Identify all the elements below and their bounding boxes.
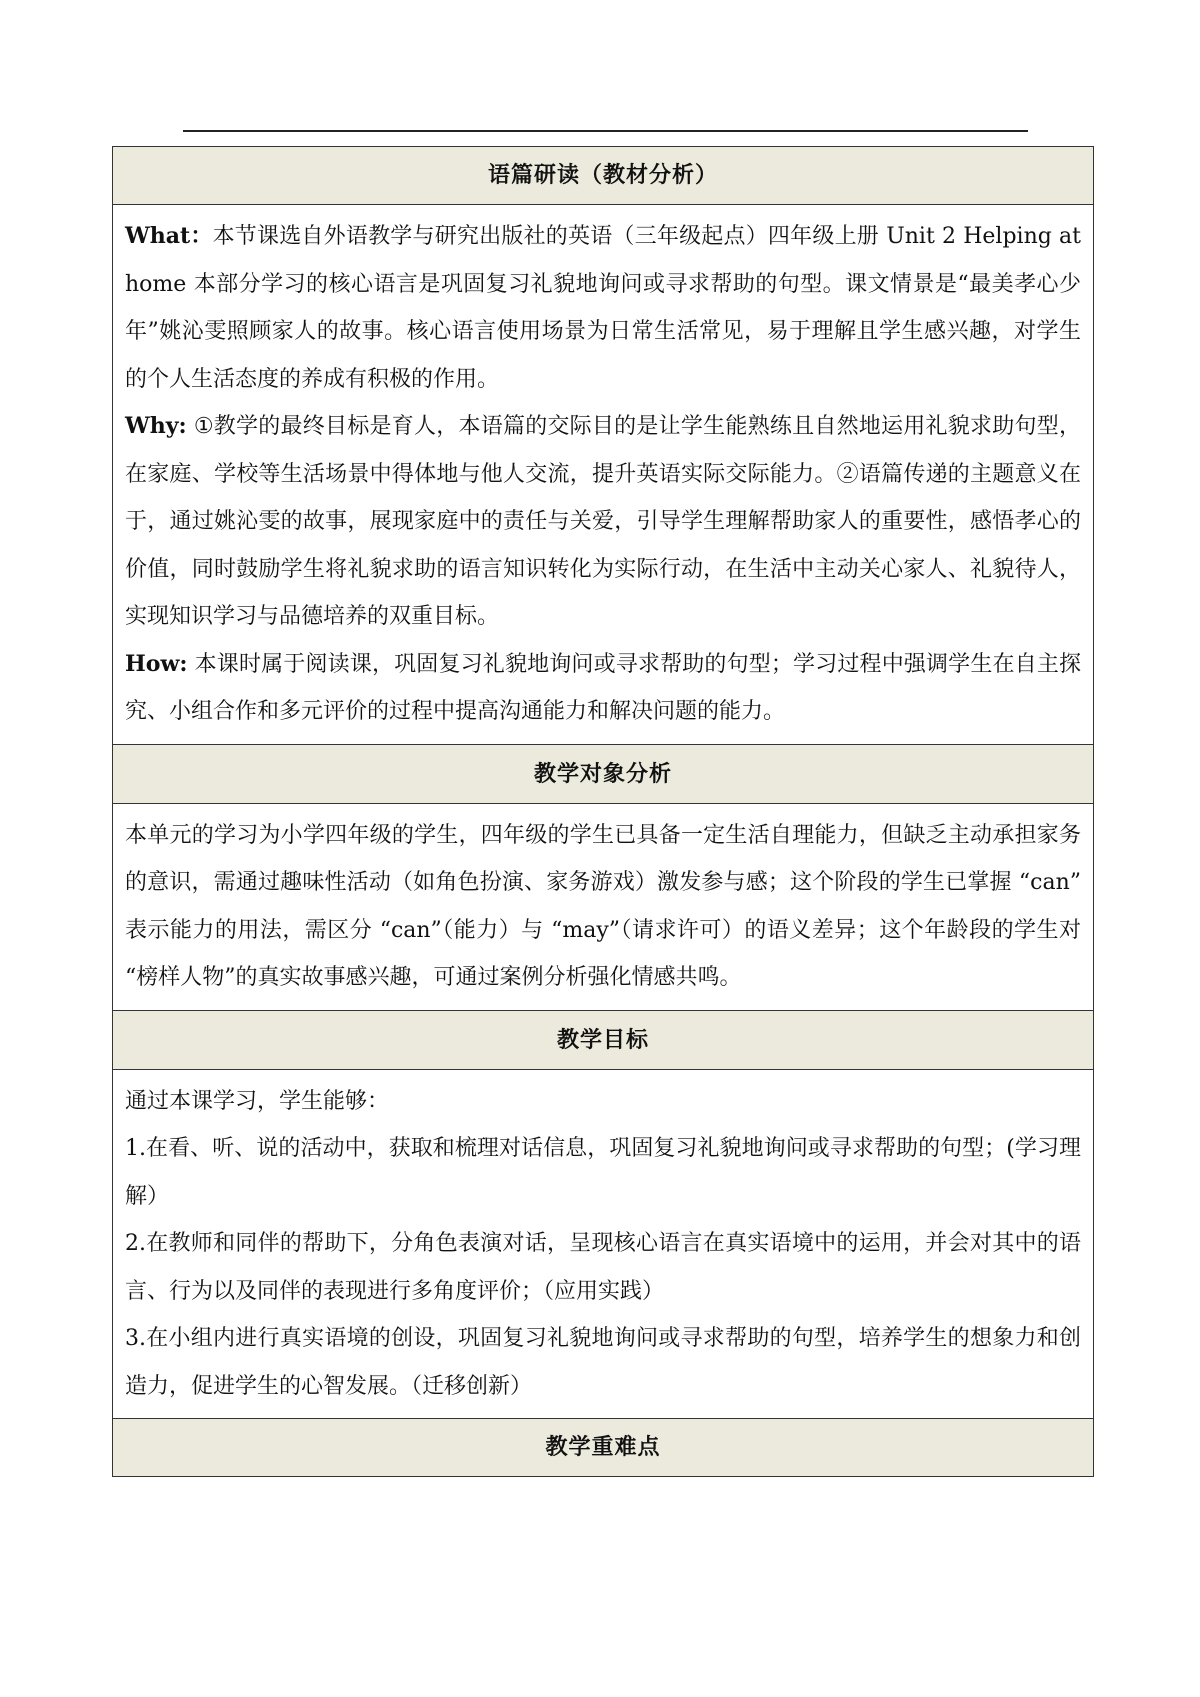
top-divider-line: [183, 130, 1028, 132]
section-body-learners: [113, 803, 1094, 1010]
why-paragraph: [125, 403, 1081, 641]
section-body-analysis: [113, 205, 1094, 745]
lesson-plan-table: [112, 146, 1094, 1477]
section-body-objectives: [113, 1069, 1094, 1419]
section-header-learners: [113, 744, 1094, 803]
section-header-objectives: [113, 1010, 1094, 1069]
section-title-objectives: 教学目标: [556, 1026, 649, 1053]
objectives-intro: 通过本课学习，学生能够：: [125, 1088, 390, 1114]
section-title-learners: 教学对象分析: [533, 760, 672, 787]
section-header-key-points: [113, 1419, 1094, 1477]
learners-paragraph: 本单元的学习为小学四年级的学生，四年级的学生已具备一定生活自理能力，但缺乏主动承担家务的意识，需通过趣味性活动（如角色扮演、家务游戏）激发参与感；这个阶段的学生已掌握 “can” 表示能力的用法，需区分 “can”（能力）与 “may”（请求许可）的语义差异；这个年龄段的学生对 “榜样人物”的真实故事感兴趣，可通过案例分析强化情感共鸣。: [125, 822, 1081, 990]
section-title-analysis: 语篇研读（教材分析）: [487, 162, 718, 188]
what-text: 本节课选自外语教学与研究出版社的英语（三年级起点）四年级上册 Unit 2 Helping at home 本部分学习的核心语言是巩固复习礼貌地询问或寻求帮助的句型。课文情景是“最美孝心少年”姚沁雯照顾家人的故事。核心语言使用场景为日常生活常见，易于理解且学生感兴趣，对学生的个人生活态度的养成有积极的作用。: [125, 224, 1081, 392]
objective-item: 1.在看、听、说的活动中，获取和梳理对话信息，巩固复习礼貌地询问或寻求帮助的句型；(学习理解）: [125, 1136, 1081, 1209]
what-label: What：: [125, 223, 213, 249]
section-header-analysis: [113, 147, 1094, 205]
why-text: ①教学的最终目标是育人，本语篇的交际目的是让学生能熟练且自然地运用礼貌求助句型，在家庭、学校等生活场景中得体地与他人交流，提升英语实际交际能力。②语篇传递的主题意义在于，通过姚沁雯的故事，展现家庭中的责任与关爱，引导学生理解帮助家人的重要性，感悟孝心的价值，同时鼓励学生将礼貌求助的语言知识转化为实际行动，在生活中主动关心家人、礼貌待人，实现知识学习与品德培养的双重目标。: [125, 414, 1081, 629]
how-label: How:: [125, 650, 188, 677]
how-text: 本课时属于阅读课，巩固复习礼貌地询问或寻求帮助的句型；学习过程中强调学生在自主探究、小组合作和多元评价的过程中提高沟通能力和解决问题的能力。: [125, 651, 1081, 724]
section-title-key-points: 教学重难点: [545, 1434, 661, 1460]
why-label: Why:: [125, 413, 187, 439]
objective-item: 2.在教师和同伴的帮助下，分角色表演对话，呈现核心语言在真实语境中的运用，并会对其中的语言、行为以及同伴的表现进行多角度评价；（应用实践）: [125, 1231, 1081, 1304]
how-paragraph: [125, 641, 1081, 736]
objective-item: 3.在小组内进行真实语境的创设，巩固复习礼貌地询问或寻求帮助的句型，培养学生的想象力和创造力，促进学生的心智发展。（迁移创新）: [125, 1326, 1081, 1399]
what-paragraph: [125, 213, 1081, 403]
